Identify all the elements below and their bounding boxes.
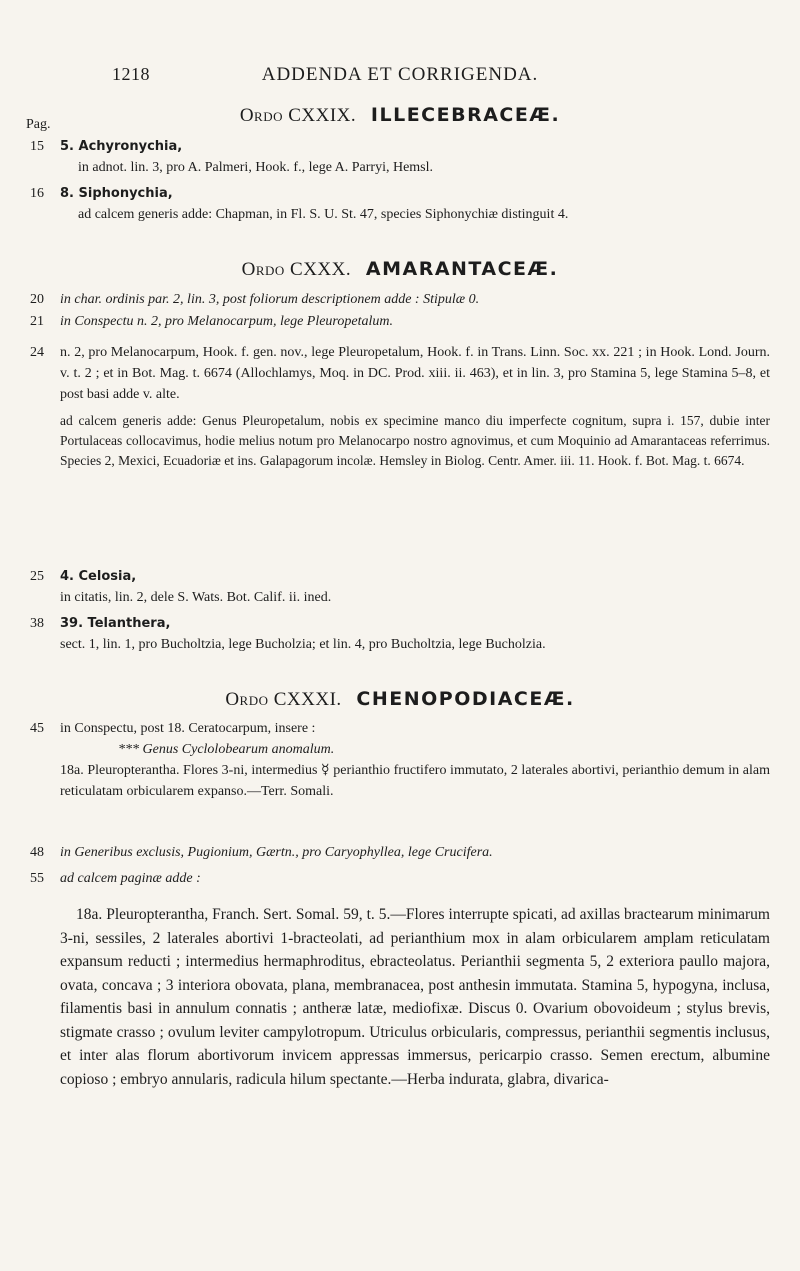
entry-text: in Generibus exclusis, Pugionium, Gærtn., pro Caryophyllea, lege Crucifera.	[60, 845, 493, 860]
entry-48	[30, 842, 770, 863]
family-name: AMARANTACEÆ.	[365, 258, 559, 280]
entry-text: n. 2, pro Melanocarpum, Hook. f. gen. nov., lege Pleuropetalum, Hook. f. in Trans. Linn. Soc. xx. 221 ; in Hook. Lond. Journ. v. t. 2 ; et in Bot. Mag. t. 6674 (Allochlamys, Moq. in DC. Prod. xiii. ii. 463), et in lin. 3, pro Stamina 5, lege Stamina 5–8, et post basi adde v. alte.	[60, 345, 770, 402]
entry-16	[30, 183, 770, 225]
entry-24	[30, 342, 770, 471]
genus-diagnosis: 18a. Pleuropterantha. Flores 3-ni, intermedius ☿ perianthio fructifero immutato, 2 laterales abortivi, perianthio demum in alam reticulatam orbicularem expanso.—Terr. Somali.	[60, 763, 770, 799]
entry-21	[30, 311, 770, 332]
page-ref: 55	[30, 871, 44, 886]
page-ref: 21	[30, 314, 44, 329]
genus-heading: 4. Celosia,	[60, 569, 137, 584]
section-heading-illecebraceae	[0, 104, 800, 127]
page-ref: 16	[30, 186, 44, 201]
family-name: CHENOPODIACEÆ.	[356, 688, 575, 710]
entry-text: in Conspectu, post 18. Ceratocarpum, insere :	[60, 721, 316, 736]
page-ref: 20	[30, 292, 44, 307]
entry-text: in Conspectu n. 2, pro Melanocarpum, lege Pleuropetalum.	[60, 314, 393, 329]
running-title: ADDENDA ET CORRIGENDA.	[261, 64, 539, 85]
page-number: 1218	[112, 64, 150, 84]
genus-heading: 39. Telanthera,	[60, 616, 171, 631]
entry-25	[30, 566, 770, 608]
entry-text: in adnot. lin. 3, pro A. Palmeri, Hook. f., lege A. Parryi, Hemsl.	[78, 160, 434, 175]
page-ref: 25	[30, 569, 44, 584]
entry-text: ad calcem generis adde: Chapman, in Fl. S. U. St. 47, species Siphonychiæ distinguit 4.	[78, 207, 569, 222]
genus-description: 18a. Pleuropterantha, Franch. Sert. Somal. 59, t. 5.—Flores interrupte spicati, ad axillas bractearum minimarum 3-ni, sessiles, 2 laterales abortivi 1-bracteolati, ad perianthium mox in alam orbicularem amplam reticulatam expansum reducti ; intermedius hermaphroditus, ebracteolatus. Perianthii segmenta 5, 2 exteriora paullo majora, ovata, concava ; 3 interiora obovata, plana, membranacea, post anthesin immutata. Stamina 5, hypogyna, inclusa, filamentis basi in annulum connatis ; antheræ latæ, mediofixæ. Discus 0. Ovarium obovoideum ; stylus brevis, stigmate crasso ; ovulum leviter campylotropum. Utriculus orbicularis, compressus, perianthii segmentis inclusus, et inter alas florum abortivorum invicem appressas immersus, pericarpio crasso. Semen erectum, albumine copioso ; embryo annularis, radicula hilum spectante.—Herba indurata, glabra, divarica-	[60, 906, 770, 1088]
genus-heading: 5. Achyronychia,	[60, 139, 183, 154]
family-name: ILLECEBRACEÆ.	[370, 104, 561, 126]
ordo-label: Ordo CXXIX.	[239, 105, 357, 126]
entry-55	[30, 868, 770, 1091]
entry-38	[30, 613, 770, 655]
section-heading-chenopodiaceae	[0, 688, 800, 711]
ordo-label: Ordo CXXXI.	[225, 689, 342, 710]
page-ref: 15	[30, 139, 44, 154]
entry-45	[30, 718, 770, 802]
entry-text: in citatis, lin. 2, dele S. Wats. Bot. Calif. ii. ined.	[60, 590, 332, 605]
genus-note: *** Genus Cyclolobearum anomalum.	[118, 742, 335, 757]
entry-text: sect. 1, lin. 1, pro Bucholtzia, lege Bucholzia; et lin. 4, pro Bucholtzia, lege Bucholzia.	[60, 637, 546, 652]
entry-15	[30, 136, 770, 178]
genus-heading: 8. Siphonychia,	[60, 186, 173, 201]
running-head	[0, 64, 800, 88]
page-ref: 38	[30, 616, 44, 631]
entry-20	[30, 289, 770, 310]
pag-label: Pag.	[26, 117, 51, 132]
section-heading-amarantaceae	[0, 258, 800, 281]
entry-note: ad calcem generis adde: Genus Pleuropetalum, nobis ex specimine manco diu imperfecte cognitum, supra i. 157, dubie inter Portulaceas collocavimus, hodie melius notum pro Melanocarpo nostro agnovimus, et cum Moquinio ad Amarantaceas referrimus. Species 2, Mexici, Ecuadoriæ et ins. Galapagorum incolæ. Hemsley in Biolog. Centr. Amer. iii. 11. Hook. f. Bot. Mag. t. 6674.	[60, 413, 770, 468]
ordo-label: Ordo CXXX.	[241, 259, 352, 280]
entry-text: ad calcem paginæ adde :	[60, 871, 201, 886]
page-ref: 48	[30, 845, 44, 860]
entry-text: in char. ordinis par. 2, lin. 3, post foliorum descriptionem adde : Stipulæ 0.	[60, 292, 480, 307]
page-ref: 45	[30, 721, 44, 736]
page-ref: 24	[30, 345, 44, 360]
